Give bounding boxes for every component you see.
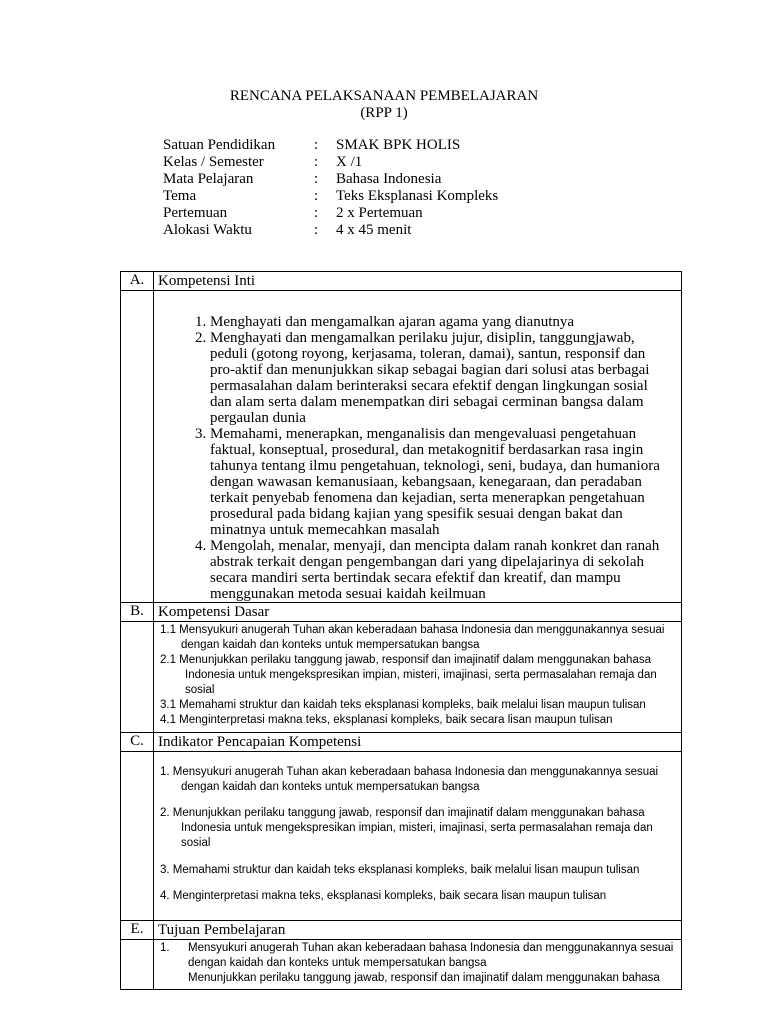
document-subtitle: (RPP 1) [360, 105, 408, 121]
identity-value: SMAK BPK HOLIS [336, 137, 461, 153]
section-b-header [121, 603, 682, 622]
identity-label: Alokasi Waktu [163, 222, 252, 238]
identity-colon: : [314, 205, 319, 221]
list-item: 2. Menunjukkan perilaku tanggung jawab, responsif dan imajinatif dalam menggunakan bahasa Indonesia untuk mengekspresikan impian, misteri, imajinasi, serta permasalahan remaja dan sosial [160, 807, 653, 849]
list-item: 1. Menghayati dan mengamalkan ajaran agama yang dianutnya [210, 314, 673, 330]
identity-value: Bahasa Indonesia [336, 171, 442, 187]
identity-label: Satuan Pendidikan [163, 137, 276, 153]
identity-colon: : [314, 222, 319, 238]
list-item: 1. Mensyukuri anugerah Tuhan akan keberadaan bahasa Indonesia dan menggunakannya sesuai dengan kaidah dan konteks untuk mempersatukan bangsa [160, 765, 659, 793]
section-heading: Tujuan Pembelajaran [154, 920, 682, 939]
identity-value: X /1 [336, 154, 363, 170]
section-a-header [121, 272, 682, 291]
identity-colon: : [314, 188, 319, 204]
list-item: 4. Mengolah, menalar, menyaji, dan mencipta dalam ranah konkret dan ranah abstrak terkait dengan pengembangan dari yang dipelajarinya di sekolah secara mandiri serta bertindak secara efektif dan kreatif, dan mampu menggunakan metoda sesuai kaidah keilmuan [210, 538, 673, 602]
document-title: RENCANA PELAKSANAAN PEMBELAJARAN [229, 88, 539, 104]
section-heading: Kompetensi Inti [154, 272, 682, 291]
identity-label: Tema [163, 188, 197, 204]
identity-value: 4 x 45 menit [336, 222, 412, 238]
identity-label: Kelas / Semester [163, 154, 264, 170]
identity-value: Teks Eksplanasi Kompleks [336, 188, 499, 204]
section-letter: C. [121, 733, 154, 752]
list-item: 2. Menghayati dan mengamalkan perilaku jujur, disiplin, tanggungjawab, peduli (gotong royong, kerjasama, toleran, damai), santun, responsif dan pro-aktif dan menunjukkan sikap sebagai bagian dari solusi atas berbagai permasalahan dalam berinteraksi secara efektif dengan lingkungan sosial dan alam serta dalam menempatkan diri sebagai cerminan bangsa dalam pergaulan dunia [210, 330, 673, 426]
list-item: 3.1 Memahami struktur dan kaidah teks eksplanasi kompleks, baik melalui lisan maupun tulisan [160, 699, 646, 711]
identity-colon: : [314, 154, 319, 170]
identity-colon: : [314, 171, 319, 187]
section-letter: E. [121, 920, 154, 939]
tujuan-list [154, 940, 681, 989]
identity-label: Mata Pelajaran [163, 171, 254, 187]
section-heading: Indikator Pencapaian Kompetensi [154, 733, 682, 752]
section-b-body [121, 622, 682, 733]
section-e-header [121, 920, 682, 939]
indikator-list [154, 752, 681, 920]
list-item: 3. Memahami, menerapkan, menganalisis dan mengevaluasi pengetahuan faktual, konseptual, prosedural, dan metakognitif berdasarkan rasa ingin tahunya tentang ilmu pengetahuan, teknologi, seni, budaya, dan humaniora dengan wawasan kemanusiaan, kebangsaan, kenegaraan, dan peradaban terkait penyebab fenomena dan kejadian, serta menerapkan pengetahuan prosedural pada bidang kajian yang spesifik sesuai dengan bakat dan minatnya untuk memecahkan masalah [210, 426, 673, 538]
list-item: 3. Memahami struktur dan kaidah teks eksplanasi kompleks, baik melalui lisan maupun tulisan [160, 863, 640, 876]
rpp-table [120, 271, 682, 990]
section-letter: B. [121, 603, 154, 622]
list-item: 2.1 Menunjukkan perilaku tanggung jawab, responsif dan imajinatif dalam menggunakan bahasa Indonesia untuk mengekspresikan impian, misteri, imajinasi, serta permasalahan remaja dan sosial [160, 654, 657, 696]
item-number: 1. [160, 941, 170, 954]
list-item: 1.1 Mensyukuri anugerah Tuhan akan keberadaan bahasa Indonesia dan menggunakannya sesuai dengan kaidah dan konteks untuk mempersatukan bangsa [160, 624, 665, 651]
list-item: 4.1 Menginterpretasi makna teks, eksplanasi kompleks, baik secara lisan maupun tulisan [160, 714, 613, 726]
section-e-body [121, 939, 682, 989]
section-letter: A. [121, 272, 154, 291]
section-a-body [121, 291, 682, 603]
identity-colon: : [314, 137, 319, 153]
identity-value: 2 x Pertemuan [336, 205, 423, 221]
list-item [160, 941, 677, 971]
section-heading: Kompetensi Dasar [154, 603, 682, 622]
list-item: 4. Menginterpretasi makna teks, eksplanasi kompleks, baik secara lisan maupun tulisan [160, 890, 607, 902]
section-c-header [121, 733, 682, 752]
identity-label: Pertemuan [163, 205, 228, 221]
kompetensi-inti-list [154, 291, 681, 602]
list-item: Menunjukkan perilaku tanggung jawab, responsif dan imajinatif dalam menggunakan bahasa [188, 971, 660, 984]
section-c-body [121, 752, 682, 921]
item-text: Mensyukuri anugerah Tuhan akan keberadaan bahasa Indonesia dan menggunakannya sesuai dengan kaidah dan konteks untuk mempersatukan bangsa [188, 941, 674, 969]
kompetensi-dasar-list [154, 622, 681, 732]
